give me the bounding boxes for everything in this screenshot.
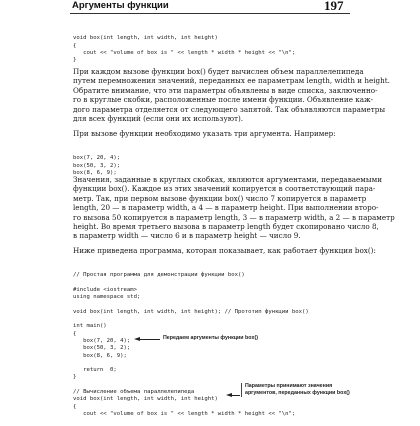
callout-arrow-line xyxy=(138,339,160,340)
text-line: При каждом вызове функции box() будет вычислен объем параллелепипеда xyxy=(73,67,364,76)
text-line: height. Во время третьего вызова в параметр length будет скопировано число 8, xyxy=(73,221,379,231)
paragraph-box-volume xyxy=(73,67,390,123)
code-line: } xyxy=(73,57,77,64)
callout-arrow-line xyxy=(230,395,240,396)
text-line: функции box(). Каждое из этих значений копируется в соответствующий пара- xyxy=(73,184,376,194)
code-line: void box(int length, int width, int height) xyxy=(73,396,218,403)
page-header xyxy=(0,0,420,14)
code-line: { xyxy=(73,330,77,337)
callout-bracket xyxy=(241,383,242,397)
code-line: cout << "volume of box is " << length * width * height << "\n"; xyxy=(73,49,296,56)
text-line: При вызове функции необходимо указать три аргумента. Например: xyxy=(73,129,336,138)
code-line xyxy=(73,360,309,367)
code-line xyxy=(73,301,309,308)
code-line: { xyxy=(73,42,77,49)
code-line: box(7, 20, 4); xyxy=(73,155,121,162)
text-line: го в круглые скобки, расположенные после имени функции. Объявление каж- xyxy=(73,95,374,105)
code-line: box(50, 3, 2); xyxy=(73,345,131,352)
callout-pass-arguments: Передаем аргументы функции box() xyxy=(163,335,258,341)
paragraph-arguments xyxy=(73,175,395,241)
page-number: 197 xyxy=(324,0,344,13)
code-line: { xyxy=(73,403,77,410)
code-line: } xyxy=(73,374,77,381)
text-line: го вызова 50 копируется в параметр length, 3 — в параметр width, а 2 — в параметр xyxy=(73,212,395,222)
code-line: box(7, 20, 4); xyxy=(73,337,131,344)
text-line: метр. Так, при первом вызове функции box() число 7 копируется в параметр xyxy=(73,193,367,203)
code-line xyxy=(73,280,309,287)
text-line: Значения, заданные в круглых скобках, являются аргументами, передаваемыми xyxy=(73,175,382,184)
code-line: box(50, 3, 2); xyxy=(73,162,121,169)
code-line: box(8, 6, 9); xyxy=(73,352,127,359)
code-block-program xyxy=(73,265,309,426)
paragraph-call-intro xyxy=(73,129,349,138)
code-line: return 0; xyxy=(73,367,117,374)
code-line: int main() xyxy=(73,323,107,330)
callout-parameters-receive: Параметры принимают значения аргументов, переданных функции box() xyxy=(245,383,350,396)
code-line: cout << "volume of box is " << length * width * height << "\n"; xyxy=(73,410,296,417)
text-line: Обратите внимание, что эти параметры объявлены в виде списка, заключенно- xyxy=(73,85,378,95)
text-line: length, 20 — в параметр width, а 4 — в параметр height. При выполнении второ- xyxy=(73,203,379,213)
code-block-box-definition xyxy=(73,28,295,72)
code-line: void box(int length, int width, int height) xyxy=(73,35,218,42)
code-line: // Простая программа для демонстрации функции box() xyxy=(73,272,245,279)
code-line: #include <iostream> xyxy=(73,286,137,293)
text-line: путем перемножения значений, переданных ее параметрам length, width и height. xyxy=(73,76,390,86)
text-line: дого параметра отделяется от следующего запятой. Так объявляются параметры xyxy=(73,104,386,114)
text-line: Ниже приведена программа, которая показывает, как работает функция box(): xyxy=(73,246,376,255)
code-line: void box(int length, int width, int height); // Прототип функции box() xyxy=(73,308,309,315)
code-line: box(8, 6, 9); xyxy=(73,169,117,176)
code-line: using namespace std; xyxy=(73,294,141,301)
code-line xyxy=(73,316,309,323)
text-line: для всех функций (если они их используют). xyxy=(73,113,244,123)
running-head-title: Аргументы функции xyxy=(72,0,169,11)
code-line: // Вычисление объема параллелепипеда xyxy=(73,389,195,396)
header-rule xyxy=(70,13,350,14)
text-line: в параметр width — число 6 и в параметр height — число 9. xyxy=(73,231,301,241)
paragraph-program-intro xyxy=(73,246,376,255)
